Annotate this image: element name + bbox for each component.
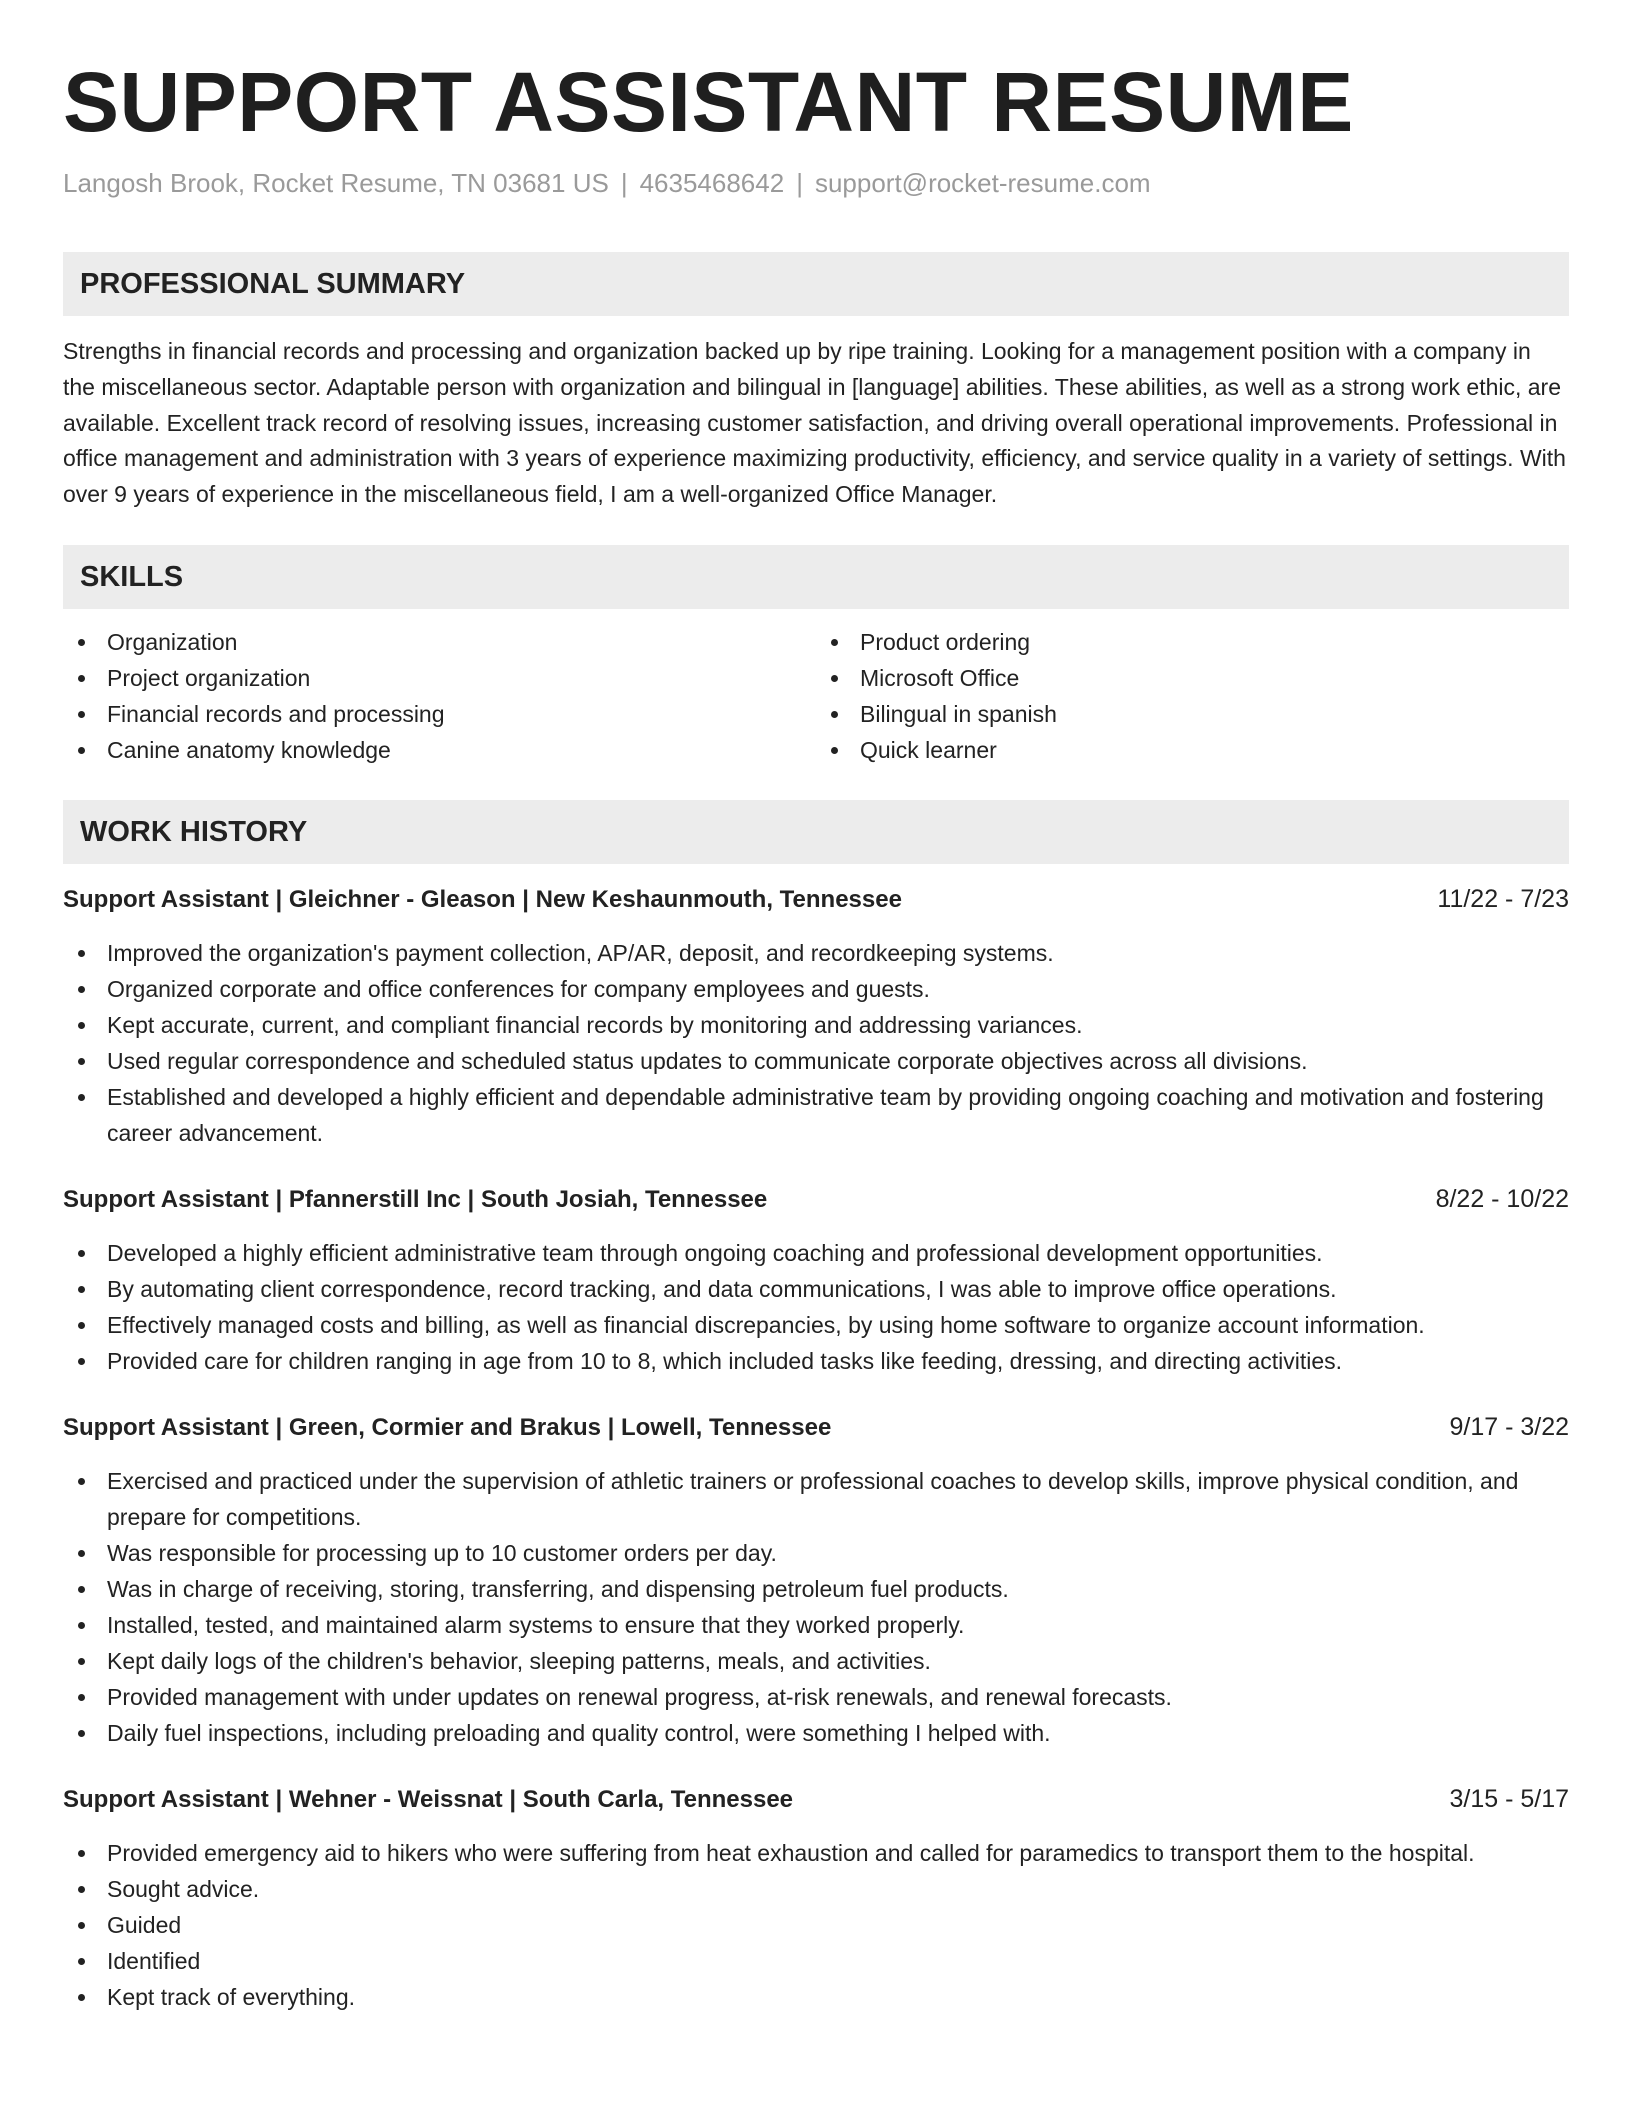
job-entry <box>63 1409 1569 1751</box>
job-bullet: By automating client correspondence, record tracking, and data communications, I was able to improve office operations. <box>63 1271 1569 1307</box>
job-entry <box>63 881 1569 1151</box>
job-header <box>63 1181 1569 1218</box>
contact-separator: | <box>796 168 803 198</box>
summary-heading: PROFESSIONAL SUMMARY <box>63 252 1569 316</box>
skills-grid <box>63 624 1569 768</box>
skills-column-left <box>63 624 816 768</box>
job-dates: 8/22 - 10/22 <box>1435 1184 1569 1213</box>
contact-address: Langosh Brook, Rocket Resume, TN 03681 US <box>63 168 609 198</box>
job-bullet: Kept daily logs of the children's behavior, sleeping patterns, meals, and activities. <box>63 1643 1569 1679</box>
summary-text: Strengths in financial records and processing and organization backed up by ripe training. Looking for a management position with a company in the miscellaneous sector. Adaptable person with organization and bilingual in [language] abilities. These abilities, as well as a strong work ethic, are available. Excellent track record of resolving issues, increasing customer satisfaction, and driving overall operational improvements. Professional in office management and administration with 3 years of experience maximizing productivity, efficiency, and service quality in a variety of settings. With over 9 years of experience in the miscellaneous field, I am a well-organized Office Manager. <box>63 338 1566 508</box>
job-bullet: Kept accurate, current, and compliant financial records by monitoring and addressing variances. <box>63 1007 1569 1043</box>
job-bullet: Sought advice. <box>63 1871 1569 1907</box>
job-title: Support Assistant | Pfannerstill Inc | South Josiah, Tennessee <box>63 1185 768 1213</box>
job-bullets <box>63 935 1569 1151</box>
job-bullet: Effectively managed costs and billing, as well as financial discrepancies, by using home software to organize account information. <box>63 1307 1569 1343</box>
skill-item: Microsoft Office <box>816 660 1569 696</box>
job-bullet: Used regular correspondence and scheduled status updates to communicate corporate objectives across all divisions. <box>63 1043 1569 1079</box>
job-header <box>63 1781 1569 1818</box>
contact-phone: 4635468642 <box>639 168 785 198</box>
job-bullet: Provided care for children ranging in age from 10 to 8, which included tasks like feeding, dressing, and directing activities. <box>63 1343 1569 1379</box>
job-bullet: Improved the organization's payment collection, AP/AR, deposit, and recordkeeping systems. <box>63 935 1569 971</box>
job-header <box>63 1409 1569 1446</box>
job-header <box>63 881 1569 918</box>
job-title: Support Assistant | Green, Cormier and Brakus | Lowell, Tennessee <box>63 1413 832 1441</box>
job-bullet: Identified <box>63 1943 1569 1979</box>
job-dates: 9/17 - 3/22 <box>1449 1412 1569 1441</box>
skill-item: Bilingual in spanish <box>816 696 1569 732</box>
contact-separator: | <box>620 168 628 198</box>
skill-item: Financial records and processing <box>63 696 816 732</box>
job-bullet: Exercised and practiced under the supervision of athletic trainers or professional coaches to develop skills, improve physical condition, and prepare for competitions. <box>63 1463 1569 1535</box>
work-history-heading: WORK HISTORY <box>63 800 1569 864</box>
job-bullet: Provided emergency aid to hikers who were suffering from heat exhaustion and called for paramedics to transport them to the hospital. <box>63 1835 1569 1871</box>
skills-heading: SKILLS <box>63 545 1569 609</box>
job-bullet: Guided <box>63 1907 1569 1943</box>
contact-line <box>63 166 1569 200</box>
job-title: Support Assistant | Wehner - Weissnat | South Carla, Tennessee <box>63 1785 794 1813</box>
job-bullet: Daily fuel inspections, including preloading and quality control, were something I helped with. <box>63 1715 1569 1751</box>
skill-item: Project organization <box>63 660 816 696</box>
job-bullet: Developed a highly efficient administrative team through ongoing coaching and professional development opportunities. <box>63 1235 1569 1271</box>
job-bullet: Established and developed a highly efficient and dependable administrative team by providing ongoing coaching and motivation and fostering career advancement. <box>63 1079 1569 1151</box>
job-bullet: Installed, tested, and maintained alarm systems to ensure that they worked properly. <box>63 1607 1569 1643</box>
job-dates: 11/22 - 7/23 <box>1437 884 1569 913</box>
job-bullet: Was responsible for processing up to 10 customer orders per day. <box>63 1535 1569 1571</box>
skill-item: Canine anatomy knowledge <box>63 732 816 768</box>
skill-item: Organization <box>63 624 816 660</box>
job-bullets <box>63 1463 1569 1751</box>
skill-item: Product ordering <box>816 624 1569 660</box>
job-entry <box>63 1181 1569 1379</box>
job-bullet: Kept track of everything. <box>63 1979 1569 2015</box>
job-title: Support Assistant | Gleichner - Gleason | New Keshaunmouth, Tennessee <box>63 885 902 913</box>
job-dates: 3/15 - 5/17 <box>1449 1784 1569 1813</box>
job-bullet: Was in charge of receiving, storing, transferring, and dispensing petroleum fuel products. <box>63 1571 1569 1607</box>
contact-email: support@rocket-resume.com <box>814 168 1151 198</box>
skills-column-right <box>816 624 1569 768</box>
resume-title: SUPPORT ASSISTANT RESUME <box>63 55 1354 149</box>
job-bullets <box>63 1835 1569 2015</box>
job-bullet: Organized corporate and office conferences for company employees and guests. <box>63 971 1569 1007</box>
job-entry <box>63 1781 1569 2015</box>
job-bullets <box>63 1235 1569 1379</box>
skill-item: Quick learner <box>816 732 1569 768</box>
job-bullet: Provided management with under updates on renewal progress, at-risk renewals, and renewal forecasts. <box>63 1679 1569 1715</box>
